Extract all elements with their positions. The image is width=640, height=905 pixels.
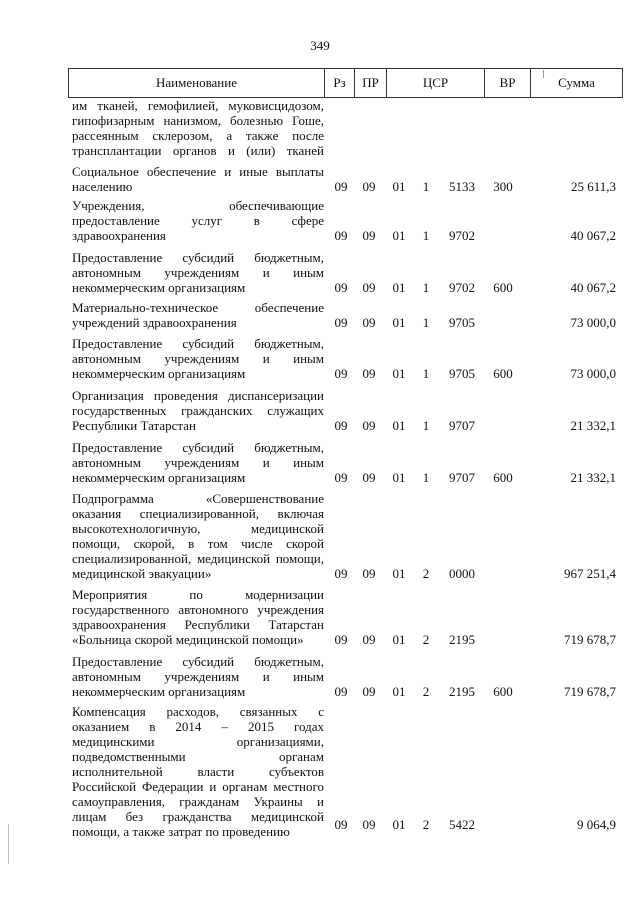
row-csr-3: 5422 bbox=[449, 817, 475, 832]
row-csr-3: 2195 bbox=[449, 632, 475, 647]
header-pr: ПР bbox=[355, 69, 387, 97]
row-pr: 09 bbox=[362, 632, 376, 647]
row-name: Материально-техническое обеспечение учреждений здравоохранения bbox=[72, 300, 324, 330]
row-pr: 09 bbox=[362, 315, 376, 330]
row-sum: 9 064,9 bbox=[577, 817, 616, 832]
row-sum: 73 000,0 bbox=[570, 366, 616, 381]
row-sum: 40 067,2 bbox=[570, 280, 616, 295]
row-sum: 719 678,7 bbox=[564, 684, 616, 699]
row-csr-3: 0000 bbox=[449, 566, 475, 581]
row-name: Учреждения, обеспечивающие предоставление услуг в сфере здравоохранения bbox=[72, 198, 324, 243]
row-vr: 600 bbox=[493, 684, 513, 699]
page-number: 349 bbox=[310, 38, 330, 53]
row-csr-2: 1 bbox=[422, 179, 430, 194]
row-name: Социальное обеспечение и иные выплаты населению bbox=[72, 164, 324, 194]
row-sum: 967 251,4 bbox=[564, 566, 616, 581]
row-csr-1: 01 bbox=[392, 817, 406, 832]
row-pr: 09 bbox=[362, 566, 376, 581]
row-csr-3: 2195 bbox=[449, 684, 475, 699]
row-pr: 09 bbox=[362, 179, 376, 194]
row-csr-3: 5133 bbox=[449, 179, 475, 194]
row-csr-1: 01 bbox=[392, 315, 406, 330]
row-csr-2: 2 bbox=[422, 566, 430, 581]
header-name: Наименование bbox=[69, 69, 325, 97]
row-csr-1: 01 bbox=[392, 280, 406, 295]
row-rz: 09 bbox=[334, 179, 348, 194]
row-csr-2: 1 bbox=[422, 228, 430, 243]
row-csr-3: 9705 bbox=[449, 366, 475, 381]
row-pr: 09 bbox=[362, 280, 376, 295]
row-rz: 09 bbox=[334, 470, 348, 485]
row-name: Предоставление субсидий бюджетным, автономным учреждениям и иным некоммерческим организациям bbox=[72, 336, 324, 381]
row-pr: 09 bbox=[362, 418, 376, 433]
row-rz: 09 bbox=[334, 315, 348, 330]
row-csr-2: 1 bbox=[422, 418, 430, 433]
row-vr: 600 bbox=[493, 280, 513, 295]
row-csr-1: 01 bbox=[392, 566, 406, 581]
row-sum: 21 332,1 bbox=[570, 470, 616, 485]
row-rz: 09 bbox=[334, 418, 348, 433]
row-name: Предоставление субсидий бюджетным, автономным учреждениям и иным некоммерческим организациям bbox=[72, 654, 324, 699]
row-name: им тканей, гемофилией, муковисцидозом, гипофизарным нанизмом, болезнью Гоше, рассеянным склерозом, а также после трансплантации органов и (или) тканей bbox=[72, 98, 324, 158]
row-csr-1: 01 bbox=[392, 228, 406, 243]
row-csr-3: 9705 bbox=[449, 315, 475, 330]
row-csr-3: 9707 bbox=[449, 418, 475, 433]
row-rz: 09 bbox=[334, 684, 348, 699]
row-vr: 300 bbox=[493, 179, 513, 194]
row-csr-1: 01 bbox=[392, 366, 406, 381]
row-csr-2: 2 bbox=[422, 632, 430, 647]
header-vr: ВР bbox=[485, 69, 531, 97]
row-sum: 40 067,2 bbox=[570, 228, 616, 243]
row-sum: 719 678,7 bbox=[564, 632, 616, 647]
row-csr-3: 9702 bbox=[449, 280, 475, 295]
row-csr-1: 01 bbox=[392, 418, 406, 433]
row-name: Компенсация расходов, связанных с оказанием в 2014 – 2015 годах медицинскими организациями, подведомственными органам исполнительной власти субъектов Российской Федерации и органам местного самоуправления, гражданам Украины и лицам без гражданства медицинской помощи, а также затрат по проведению bbox=[72, 704, 324, 839]
row-sum: 21 332,1 bbox=[570, 418, 616, 433]
row-pr: 09 bbox=[362, 817, 376, 832]
row-sum: 25 611,3 bbox=[570, 179, 616, 194]
row-pr: 09 bbox=[362, 366, 376, 381]
row-rz: 09 bbox=[334, 632, 348, 647]
row-name: Предоставление субсидий бюджетным, автономным учреждениям и иным некоммерческим организациям bbox=[72, 250, 324, 295]
row-name: Мероприятия по модернизации государственного автономного учреждения здравоохранения Республики Татарстан «Больница скорой медицинской помощи» bbox=[72, 587, 324, 647]
row-rz: 09 bbox=[334, 366, 348, 381]
row-csr-1: 01 bbox=[392, 684, 406, 699]
row-csr-1: 01 bbox=[392, 470, 406, 485]
row-vr: 600 bbox=[493, 366, 513, 381]
row-pr: 09 bbox=[362, 684, 376, 699]
row-rz: 09 bbox=[334, 280, 348, 295]
row-rz: 09 bbox=[334, 228, 348, 243]
row-name: Предоставление субсидий бюджетным, автономным учреждениям и иным некоммерческим организациям bbox=[72, 440, 324, 485]
row-csr-1: 01 bbox=[392, 179, 406, 194]
row-name: Организация проведения диспансеризации государственных гражданских служащих Республики Татарстан bbox=[72, 388, 324, 433]
row-pr: 09 bbox=[362, 228, 376, 243]
header-sum: Сумма bbox=[558, 75, 595, 90]
row-sum: 73 000,0 bbox=[570, 315, 616, 330]
row-name: Подпрограмма «Совершенствование оказания специализированной, включая высокотехнологичную, медицинской помощи, скорой, в том числе скорой специализированной, медицинской помощи, медицинской эвакуации» bbox=[72, 491, 324, 581]
row-vr: 600 bbox=[493, 470, 513, 485]
header-csr: ЦСР bbox=[387, 69, 485, 97]
row-rz: 09 bbox=[334, 817, 348, 832]
row-csr-2: 1 bbox=[422, 315, 430, 330]
row-csr-2: 1 bbox=[422, 470, 430, 485]
row-rz: 09 bbox=[334, 566, 348, 581]
row-csr-3: 9707 bbox=[449, 470, 475, 485]
header-rz: Рз bbox=[325, 69, 355, 97]
row-csr-2: 2 bbox=[422, 684, 430, 699]
row-csr-3: 9702 bbox=[449, 228, 475, 243]
row-csr-2: 1 bbox=[422, 280, 430, 295]
row-csr-2: 1 bbox=[422, 366, 430, 381]
row-csr-1: 01 bbox=[392, 632, 406, 647]
row-csr-2: 2 bbox=[422, 817, 430, 832]
row-pr: 09 bbox=[362, 470, 376, 485]
